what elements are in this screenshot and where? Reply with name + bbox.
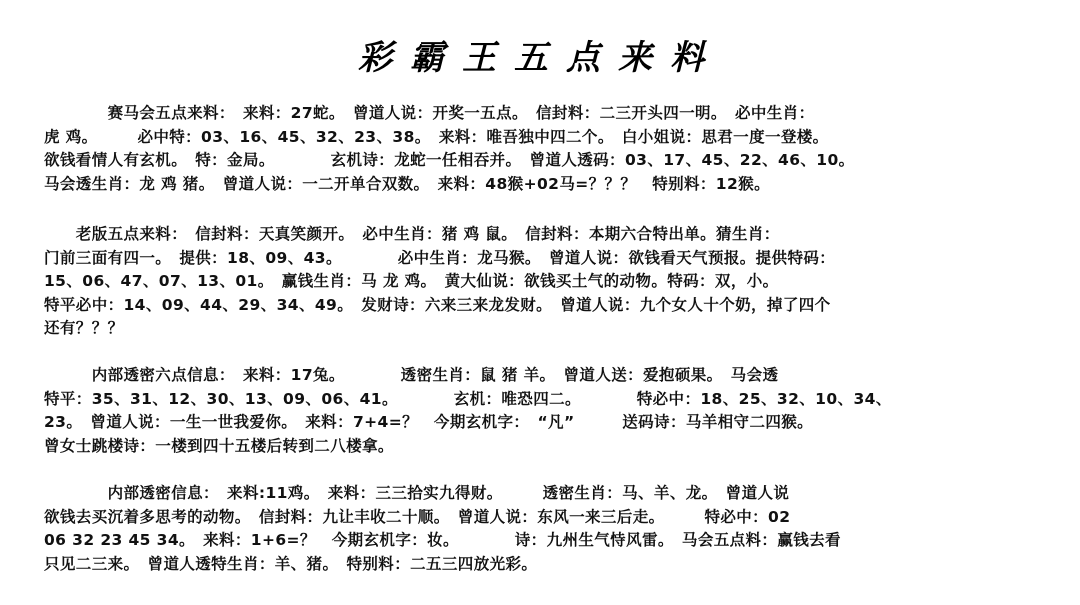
section-wuma-five-point <box>44 102 1044 196</box>
text-line: 门前三面有四一。 提供：18、09、43。 必中生肖：龙马猴。 曾道人说：欲钱看天气预报。提供特码： <box>44 248 836 267</box>
text-line: 内部透密信息： 来料:11鸡。 来料：三三拾实九得财。 透密生肖：马、羊、龙。 曾道人说 <box>44 484 790 502</box>
section-internal-info <box>44 482 1044 576</box>
text-line: 马会透生肖：龙 鸡 猪。 曾道人说：一二开单合双数。 来料：48猴+02马=？？？ 特别料：12猴。 <box>44 174 770 193</box>
section-internal-six-point <box>44 364 1044 458</box>
text-line: 虎 鸡。 必中特：03、16、45、32、23、38。 来料：唯吾独中四二个。 白小姐说：思君一度一登楼。 <box>44 127 829 146</box>
text-line: 赛马会五点来料： 来料：27蛇。 曾道人说：开奖一五点。 信封料：二三开头四一明。 必中生肖： <box>44 104 815 122</box>
text-line: 还有？？？ <box>44 319 124 337</box>
text-line: 曾女士跳楼诗：一楼到四十五楼后转到二八楼拿。 <box>44 436 394 455</box>
text-line: 特平必中：14、09、44、29、34、49。 发财诗：六来三来龙发财。 曾道人说：九个女人十个奶，掉了四个 <box>44 295 831 314</box>
text-line: 06 32 23 45 34。 来料：1+6=？ 今期玄机字：妆。 诗：九州生气恃风雷。 马会五点料：赢钱去看 <box>44 531 841 549</box>
text-line: 特平：35、31、12、30、13、09、06、41。 玄机：唯恐四二。 特必中：18、25、32、10、34、 <box>44 389 892 408</box>
text-line: 23。 曾道人说：一生一世我爱你。 来料：7+4=？ 今期玄机字： “凡” 送码诗：马羊相守二四猴。 <box>44 413 814 431</box>
text-line: 老版五点来料： 信封料：天真笑颜开。 必中生肖：猪 鸡 鼠。 信封料：本期六合特出单。猜生肖： <box>44 225 780 243</box>
text-line: 内部透密六点信息： 来料：17兔。 透密生肖：鼠 猪 羊。 曾道人送：爱抱硕果。 马会透 <box>44 366 779 384</box>
page-title: 彩霸王五点来料 <box>358 38 722 78</box>
text-line: 欲钱看情人有玄机。 特：金局。 玄机诗：龙蛇一任相吞并。 曾道人透码：03、17、45、22、46、10。 <box>44 151 855 169</box>
text-line: 15、06、47、07、13、01。 赢钱生肖：马 龙 鸡。 黄大仙说：欲钱买土气的动物。特码：双，小。 <box>44 272 779 290</box>
section-old-edition-five-point <box>44 223 1044 341</box>
text-line: 只见二三来。 曾道人透特生肖：羊、猪。 特别料：二五三四放光彩。 <box>44 554 538 573</box>
text-line: 欲钱去买沉着多思考的动物。 信封料：九让丰收二十顺。 曾道人说：东风一来三后走。 特必中：02 <box>44 507 791 526</box>
